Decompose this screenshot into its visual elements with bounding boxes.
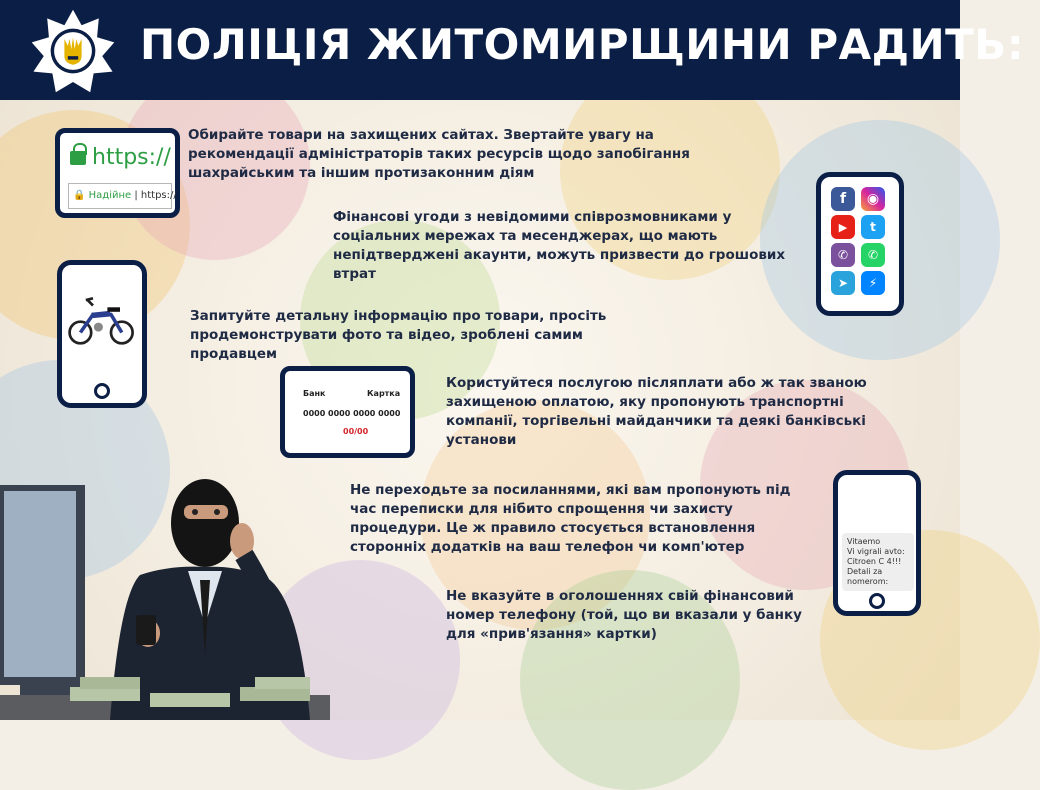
sms-line: Citroen C 4!!!: [847, 557, 902, 566]
product-photo-phone-illustration: [57, 260, 147, 408]
tip-dont-follow-links: Не переходьте за посиланнями, які вам пропонують під час переписки для нібито спрощення чи захисту процедури. Це ж правило стосується встановлення сторонніх додатків на ваш телефон чи комп'ютер: [350, 482, 791, 555]
page-title: ПОЛІЦІЯ ЖИТОМИРЩИНИ РАДИТЬ:: [140, 20, 1025, 69]
whatsapp-icon: ✆: [861, 243, 885, 267]
browser-https-illustration: [55, 128, 180, 218]
tip-secure-sites: Обирайте товари на захищених сайтах. Звертайте увагу на рекомендації адміністраторів таких ресурсів щодо запобігання шахрайським та іншим протизаконним діям: [188, 127, 690, 181]
sms-message-bubble: [842, 533, 914, 591]
sms-line: Vi vigrali avto:: [847, 547, 905, 556]
sms-phone-illustration: [833, 470, 921, 616]
viber-icon: ✆: [831, 243, 855, 267]
tip-social-networks: Фінансові угоди з невідомими співрозмовниками у соціальних мережах та месенджерах, що мають непідтверджені акаунти, можуть призвести до грошових втрат: [333, 209, 786, 282]
tip-cash-on-delivery: Користуйтеся послугою післяплати або ж так званою захищеною оплатою, яку пропонують транспортні компанії, торгівельні майданчики та деякі банківські установи: [446, 375, 867, 448]
https-url-large: https://: [70, 145, 171, 170]
header-bar: [0, 0, 1025, 100]
social-icons-grid: [831, 187, 891, 295]
messenger-icon: ⚡: [861, 271, 885, 295]
twitter-icon: t: [861, 215, 885, 239]
card-number: 0000 0000 0000 0000: [303, 409, 401, 418]
telegram-icon: ➤: [831, 271, 855, 295]
instagram-icon: ◉: [861, 187, 885, 211]
tip-phone-number: Не вказуйте в оголошеннях свій фінансовий номер телефону (той, що ви вказали у банку для «прив'язання» картки): [446, 588, 802, 642]
browser-address-bar: 🔒 Надійне | https://: [68, 183, 172, 209]
sms-line: Detali za nomerom:: [847, 567, 889, 586]
sms-line: Vitaemo: [847, 537, 881, 546]
police-badge-logo: [30, 8, 116, 94]
phone-home-button: [869, 593, 885, 609]
masked-fraudster-illustration: [0, 455, 330, 720]
facebook-icon: f: [831, 187, 855, 211]
bank-card-illustration: [280, 366, 415, 458]
card-expiry: 00/00: [343, 427, 369, 436]
youtube-icon: ▶: [831, 215, 855, 239]
card-type-label: Картка: [367, 389, 401, 398]
social-apps-phone-illustration: [816, 172, 904, 316]
tip-ask-details: Запитуйте детальну інформацію про товари, просіть продемонструвати фото та відео, зроблені самим продавцем: [190, 308, 607, 362]
card-bank-label: Банк: [303, 389, 326, 398]
phone-home-button: [94, 383, 110, 399]
padlock-icon: [70, 151, 86, 165]
motorcycle-image: [66, 287, 138, 351]
